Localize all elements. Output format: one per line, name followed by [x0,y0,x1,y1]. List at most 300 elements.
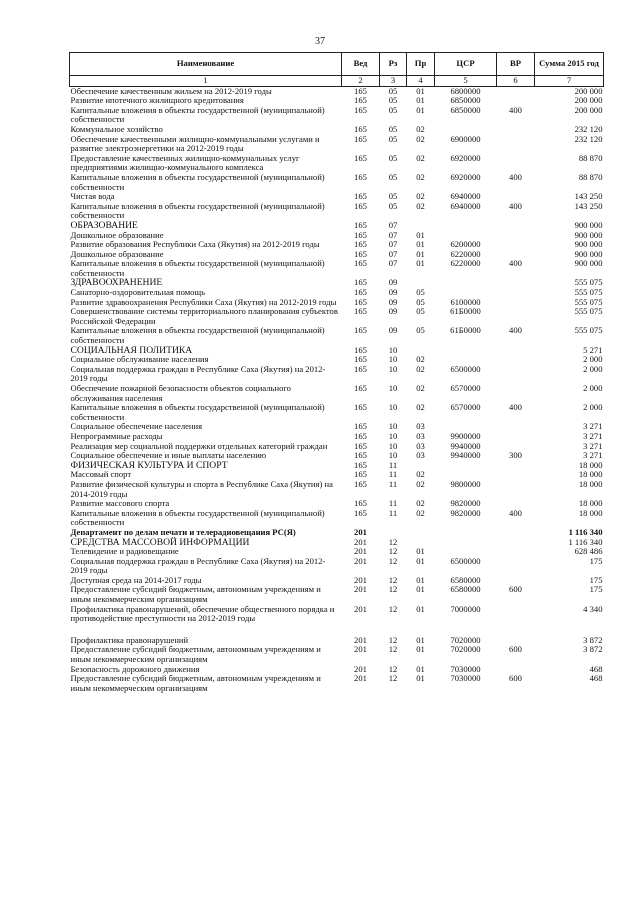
row-sum: 3 872 [583,634,603,645]
row-sum: 143 250 [574,200,603,211]
row-name: Капитальные вложения в объекты государственной (муниципальной) собственности [70,507,325,528]
row-sum: 900 000 [574,258,603,269]
row-vr [497,384,535,403]
row-ved: 165 [354,152,367,163]
row-rz: 07 [388,219,398,230]
table-row [70,259,604,278]
row-ved: 165 [354,507,367,518]
row-name: Предоставление субсидий бюджетным, автономным учреждениям и иным некоммерческим организациям [70,584,321,605]
row-pr: 03 [416,440,425,451]
row-csr: 6500000 [450,555,481,566]
row-ved: 165 [354,171,367,182]
row-vr [497,547,535,557]
table-row [70,509,604,528]
row-sum: 18 000 [578,478,603,489]
row-csr: 6220000 [450,248,481,259]
row-vr [497,298,535,308]
row-vr [497,154,535,173]
row-sum: 628 486 [574,546,603,557]
row-vr [497,538,535,548]
row-rz: 10 [388,450,398,461]
row-ved: 165 [354,239,367,250]
row-sum: 900 000 [574,219,603,230]
row-sum: 3 271 [583,450,603,461]
row-pr: 02 [416,152,425,163]
table-row [70,480,604,499]
row-csr: 6500000 [450,363,481,374]
row-ved: 201 [354,536,367,547]
row-pr: 01 [416,555,425,566]
row-pr: 01 [416,95,425,106]
row-sum: 4 340 [583,603,603,614]
row-rz: 10 [388,440,398,451]
header-row [70,53,604,76]
row-vr [497,221,535,231]
row-sum: 3 872 [583,644,603,655]
table-row [70,674,604,693]
row-ved: 165 [354,104,367,115]
row-rz: 12 [388,644,398,655]
row-ved: 165 [354,95,367,106]
row-pr: 01 [416,673,425,684]
row-ved: 201 [354,584,367,595]
row-rz: 09 [388,277,398,288]
row-vr [497,480,535,499]
row-vr [497,461,535,471]
row-vr [497,432,535,442]
table-row [70,202,604,221]
table-body [70,86,604,693]
row-ved: 165 [354,459,367,470]
table-row [70,106,604,125]
row-rz: 12 [388,584,398,595]
header-name: Наименование [70,53,342,76]
header-ved: Вед [342,53,380,76]
row-vr [497,557,535,576]
row-vr [497,470,535,480]
row-vr: 400 [509,258,522,269]
row-vr [497,231,535,241]
row-ved: 201 [354,663,367,674]
column-number: 1 [70,76,342,87]
row-vr: 300 [509,450,522,461]
row-name: Социальное обеспечение населения [70,421,203,432]
row-ved: 165 [354,219,367,230]
page-number: 37 [315,36,325,47]
row-rz: 12 [388,663,398,674]
row-rz: 12 [388,634,398,645]
row-pr: 02 [416,402,425,413]
row-name: ЗДРАВООХРАНЕНИЕ [70,277,163,289]
row-csr [435,346,497,356]
row-sum: 2 000 [583,354,603,365]
row-name: ФИЗИЧЕСКАЯ КУЛЬТУРА И СПОРТ [70,459,228,471]
header-pr: Пр [407,53,435,76]
row-rz: 10 [388,344,398,355]
header-csr: ЦСР [435,53,497,76]
row-sum: 200 000 [574,95,603,106]
row-sum: 555 075 [574,287,603,298]
row-sum: 175 [589,584,603,595]
row-pr: 03 [416,430,425,441]
row-sum: 2 000 [583,383,603,393]
row-rz: 05 [388,191,398,202]
row-rz: 10 [388,363,398,374]
row-name: Массовый спорт [70,469,132,480]
row-sum: 5 271 [583,344,603,355]
row-sum: 2 000 [583,363,603,374]
row-pr [407,528,435,538]
row-sum: 1 116 340 [568,536,603,547]
row-ved: 165 [354,296,367,307]
row-vr: 400 [509,402,522,413]
row-rz: 12 [388,546,398,557]
row-pr: 01 [416,229,425,240]
row-ved: 165 [354,498,367,509]
row-pr: 01 [416,574,425,585]
row-sum: 175 [589,574,603,585]
row-ved: 165 [354,469,367,480]
row-name: СОЦИАЛЬНАЯ ПОЛИТИКА [70,344,193,356]
row-csr: 9940000 [450,440,481,451]
row-csr: 7020000 [450,634,481,645]
row-ved: 165 [354,430,367,441]
row-name: Обеспечение пожарной безопасности объектов социального обслуживания населения [70,383,291,403]
row-sum: 555 075 [574,306,603,317]
row-pr: 02 [416,191,425,202]
row-sum: 88 870 [578,171,603,182]
column-number-row [70,76,604,87]
row-pr: 02 [416,200,425,211]
row-name: Развитие массового спорта [70,498,170,509]
row-rz: 05 [388,152,398,163]
row-rz: 10 [388,430,398,441]
column-number: 6 [497,76,535,87]
row-ved: 165 [354,344,367,355]
budget-table [69,52,604,693]
row-name: Капитальные вложения в объекты государственной (муниципальной) собственности [70,104,325,125]
row-name: Безопасность дорожного движения [70,663,200,674]
row-sum: 468 [589,663,603,674]
row-rz: 09 [388,306,398,317]
row-rz: 11 [388,469,398,480]
column-number: 7 [535,76,604,87]
row-pr: 02 [416,469,425,480]
row-name: Совершенствование системы территориального планирования субъектов Российской Федерации [70,306,338,326]
row-vr: 600 [509,644,522,655]
row-name: Капитальные вложения в объекты государственной (муниципальной) собственности [70,200,325,221]
table-row [70,173,604,192]
table-row [70,135,604,154]
row-vr [497,365,535,384]
row-csr: 6220000 [450,258,481,269]
row-vr [497,288,535,298]
row-sum: 18 000 [578,507,603,518]
row-sum: 468 [589,673,603,684]
row-name: Развитие здравоохранения Республики Саха (Якутия) на 2012-2019 годы [70,296,337,307]
row-pr: 05 [416,296,425,307]
row-ved: 201 [354,644,367,655]
row-pr: 01 [416,663,425,674]
row-rz: 11 [388,498,398,509]
row-name: Дошкольное образование [70,229,164,240]
row-name: Капитальные вложения в объекты государственной (муниципальной) собственности [70,258,325,278]
row-sum: 232 120 [574,133,603,144]
row-name: Обеспечение качественными жилищно-коммунальными услугами и развитие электроэнергетики на 2012-2019 годы [70,133,320,154]
row-ved: 165 [354,325,367,336]
row-pr: 01 [416,584,425,595]
row-rz: 12 [388,555,398,566]
column-number: 4 [407,76,435,87]
column-number: 5 [435,76,497,87]
row-pr: 05 [416,306,425,317]
row-sum: 175 [589,555,603,566]
column-number: 3 [380,76,407,87]
row-ved: 201 [354,546,367,557]
row-ved: 201 [354,526,367,537]
row-name: Предоставление качественных жилищно-коммунальных услуг предприятиями жилищно-коммунального комплекса [70,152,300,173]
row-rz: 10 [388,421,398,432]
table-row [70,307,604,326]
row-vr: 400 [509,325,522,336]
row-rz: 07 [388,229,398,240]
row-ved: 165 [354,440,367,451]
row-rz: 05 [388,200,398,211]
row-ved: 165 [354,191,367,202]
row-ved: 201 [354,603,367,614]
row-name: Профилактика правонарушений, обеспечение общественного порядка и противодействие преступности на 2012-2019 годы [70,603,335,624]
row-pr: 01 [416,546,425,557]
row-pr: 02 [416,498,425,509]
row-csr: 7020000 [450,644,481,655]
row-rz: 12 [388,673,398,684]
row-pr: 02 [416,354,425,365]
row-sum: 900 000 [574,239,603,250]
row-csr: 6580000 [450,574,481,585]
row-csr: 7030000 [450,673,481,684]
row-name: Непрограммные расходы [70,430,163,441]
row-csr: 6800000 [450,85,481,96]
row-vr [497,307,535,326]
row-name: Дошкольное образование [70,248,164,259]
row-ved: 165 [354,363,367,374]
row-ved: 165 [354,402,367,413]
row-ved: 201 [354,555,367,566]
row-rz: 12 [388,574,398,585]
table-row [70,365,604,384]
table-row [70,645,604,664]
section-row [70,461,604,471]
row-rz: 05 [388,123,398,134]
row-vr [497,240,535,250]
row-ved: 165 [354,354,367,365]
row-name: Социальная поддержка граждан в Республике Саха (Якутия) на 2012-2019 годы [70,363,326,384]
row-pr: 01 [416,239,425,250]
row-sum: 2 000 [583,402,603,413]
row-sum: 1 116 340 [568,526,603,537]
table-row [70,605,604,624]
row-pr: 03 [416,450,425,461]
row-name: Департамент по делам печати и телерадиовещания РС(Я) [70,526,296,537]
row-ved: 201 [354,673,367,684]
row-rz: 12 [388,603,398,614]
table-row [70,585,604,604]
row-name: Капитальные вложения в объекты государственной (муниципальной) собственности [70,402,325,422]
row-csr: 6570000 [450,402,481,413]
table-row [70,557,604,576]
row-vr [497,605,535,624]
row-ved: 165 [354,478,367,489]
row-rz: 07 [388,248,398,259]
row-csr [435,461,497,471]
row-pr: 05 [416,325,425,336]
row-pr: 02 [416,363,425,374]
row-sum: 200 000 [574,85,603,96]
row-sum: 555 075 [574,325,603,336]
row-name: Санаторно-оздоровительная помощь [70,287,205,298]
row-rz: 11 [388,459,398,470]
row-vr: 400 [509,507,522,518]
row-name: Социальное обслуживание населения [70,354,209,365]
row-rz: 05 [388,171,398,182]
row-ved: 165 [354,306,367,317]
row-vr [497,278,535,288]
row-ved: 165 [354,277,367,288]
column-number: 2 [342,76,380,87]
row-rz: 11 [388,507,398,518]
row-name: Развитие ипотечного жилищного кредитования [70,95,244,106]
row-rz: 09 [388,296,398,307]
row-sum: 232 120 [574,123,603,134]
table-row [70,403,604,422]
row-pr: 01 [416,85,425,96]
row-ved: 201 [354,574,367,585]
row-vr [497,528,535,538]
row-csr [435,278,497,288]
row-name: Капитальные вложения в объекты государственной (муниципальной) собственности [70,171,325,192]
row-ved: 165 [354,123,367,134]
row-name: ОБРАЗОВАНИЕ [70,219,138,231]
row-sum: 200 000 [574,104,603,115]
row-pr: 01 [416,603,425,614]
row-sum: 3 271 [583,421,603,432]
row-sum: 3 271 [583,430,603,441]
row-ved: 165 [354,383,367,393]
row-vr: 400 [509,104,522,115]
table-row [70,326,604,345]
row-ved: 165 [354,229,367,240]
row-sum: 555 075 [574,277,603,288]
row-pr: 02 [416,133,425,144]
header-vr: ВР [497,53,535,76]
row-pr: 01 [416,104,425,115]
row-rz: 11 [388,478,398,489]
row-name: Телевидение и радиовещание [70,546,179,557]
row-csr: 6570000 [450,383,481,393]
row-pr: 02 [416,123,425,134]
row-sum: 3 271 [583,440,603,451]
row-sum: 88 870 [578,152,603,163]
row-csr: 6850000 [450,104,481,115]
row-ved: 165 [354,258,367,269]
row-csr: 9820000 [450,498,481,509]
row-rz: 05 [388,104,398,115]
row-csr: 61Б0000 [450,306,481,317]
row-pr: 02 [416,383,425,393]
row-name: Доступная среда на 2014-2017 годы [70,574,202,585]
row-sum: 900 000 [574,248,603,259]
row-sum: 18 000 [578,459,603,470]
row-rz: 10 [388,354,398,365]
row-csr: 61Б0000 [450,325,481,336]
header-rz: Рз [380,53,407,76]
row-name: Развитие физической культуры и спорта в Республике Саха (Якутия) на 2014-2019 годы [70,478,333,499]
row-ved: 165 [354,248,367,259]
row-name: Профилактика правонарушений [70,634,189,645]
row-name: Реализация мер социальной поддержки отдельных категорий граждан [70,440,328,451]
row-csr: 9900000 [450,430,481,441]
row-pr: 01 [416,644,425,655]
row-csr: 6200000 [450,239,481,250]
row-name: Капитальные вложения в объекты государственной (муниципальной) собственности [70,325,325,346]
row-pr: 02 [416,507,425,518]
row-name: Развитие образования Республики Саха (Якутия) на 2012-2019 годы [70,239,320,250]
row-sum: 18 000 [578,498,603,509]
row-csr: 6850000 [450,95,481,106]
row-sum: 900 000 [574,229,603,240]
row-csr: 6920000 [450,152,481,163]
row-ved: 165 [354,421,367,432]
row-name: Социальная поддержка граждан в Республике Саха (Якутия) на 2012-2019 годы [70,555,326,576]
row-vr [497,355,535,365]
row-ved: 165 [354,200,367,211]
row-pr: 05 [416,287,425,298]
row-rz: 12 [388,536,398,547]
row-vr [497,125,535,135]
row-csr [435,528,497,538]
row-pr: 01 [416,248,425,259]
row-vr [497,86,535,96]
row-rz: 05 [388,85,398,96]
row-csr: 9800000 [450,478,481,489]
row-rz: 10 [388,402,398,413]
row-name: Обеспечение качественным жильем на 2012-2019 годы [70,85,272,96]
row-vr: 600 [509,584,522,595]
row-csr: 7000000 [450,603,481,614]
row-csr: 6920000 [450,171,481,182]
row-csr [435,538,497,548]
row-ved: 165 [354,450,367,461]
row-sum: 18 000 [578,469,603,480]
row-sum: 143 250 [574,191,603,202]
row-ved: 165 [354,287,367,298]
row-csr: 6940000 [450,200,481,211]
row-rz: 09 [388,287,398,298]
row-rz: 07 [388,239,398,250]
row-name: Чистая вода [70,191,115,202]
row-pr: 01 [416,258,425,269]
row-pr: 03 [416,421,425,432]
row-ved: 165 [354,133,367,144]
row-csr: 6900000 [450,133,481,144]
row-rz: 10 [388,383,398,393]
row-csr [435,221,497,231]
row-vr [497,135,535,154]
row-pr: 02 [416,171,425,182]
row-vr [497,346,535,356]
row-name: Предоставление субсидий бюджетным, автономным учреждениям и иным некоммерческим организациям [70,644,321,665]
table-row [70,384,604,403]
